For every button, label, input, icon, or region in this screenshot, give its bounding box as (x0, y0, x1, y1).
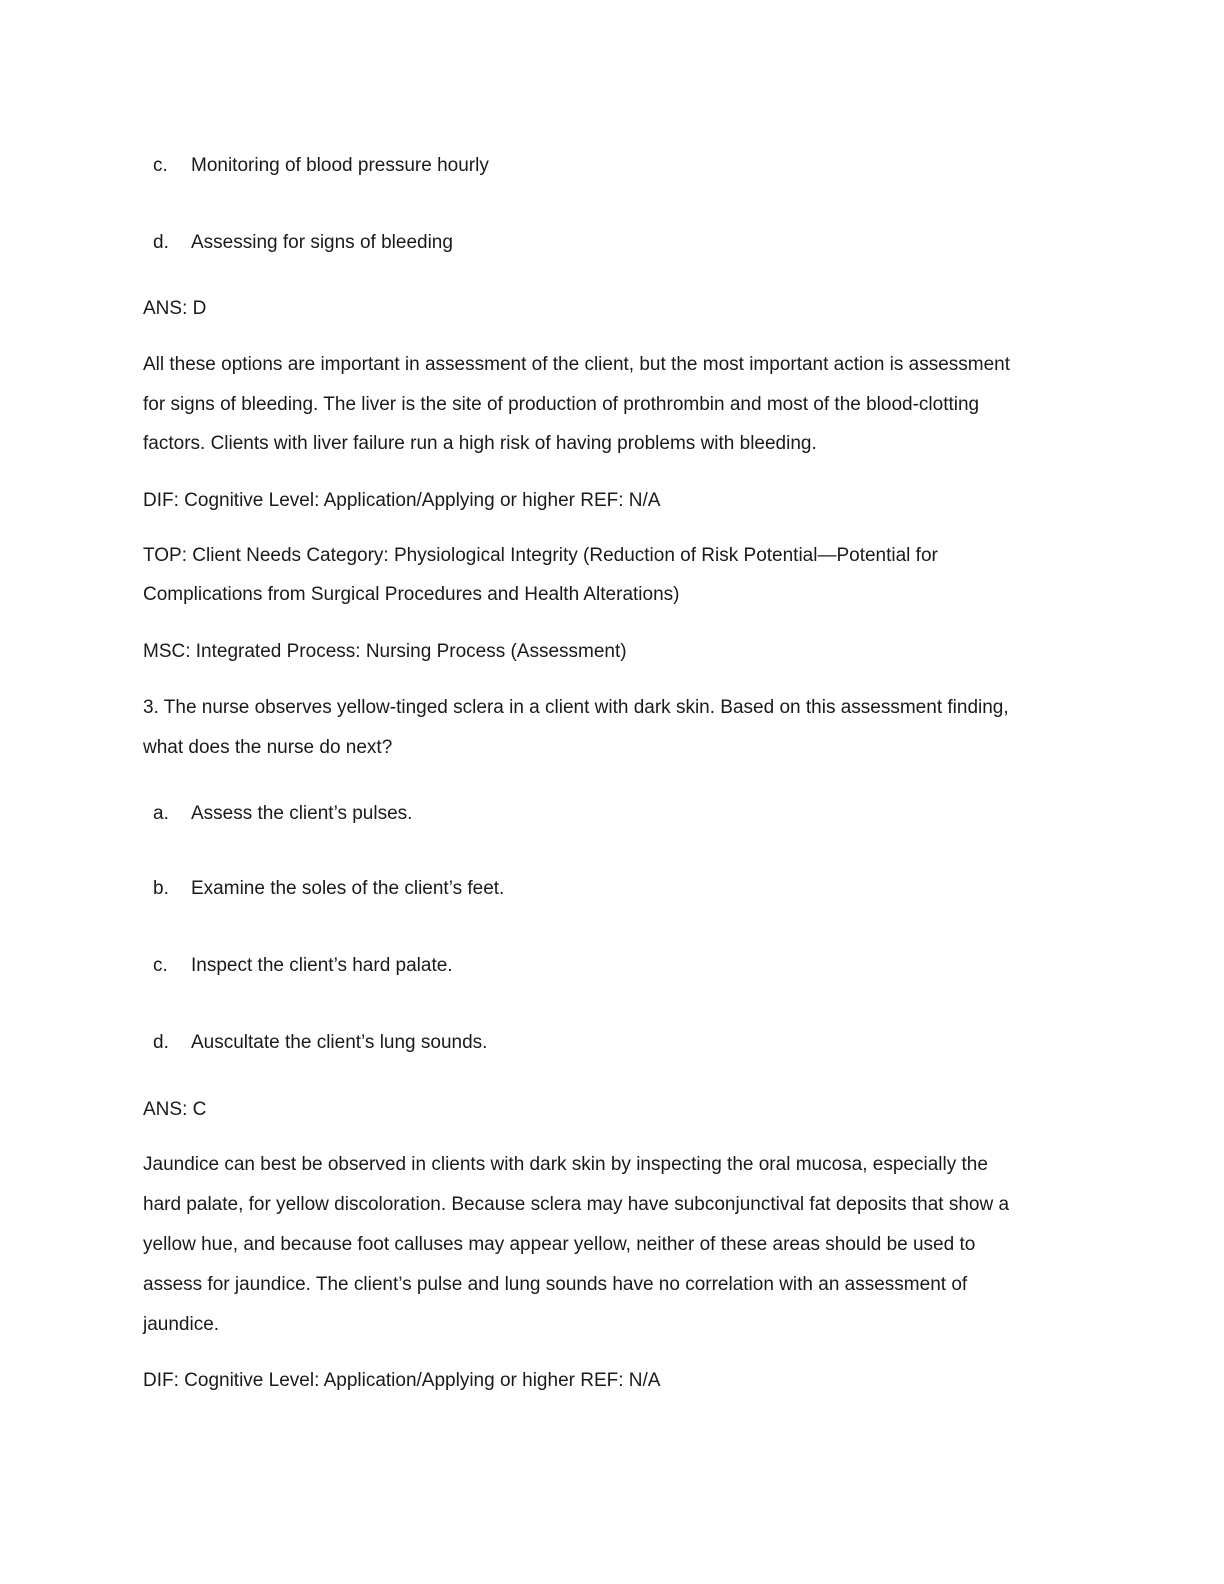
rationale-line: Jaundice can best be observed in clients with dark skin by inspecting the oral mucosa, especially the (143, 1154, 988, 1175)
top-line: Complications from Surgical Procedures and Health Alterations) (143, 584, 680, 605)
option-letter: d. (153, 1032, 169, 1053)
option-text: Auscultate the client’s lung sounds. (191, 1032, 488, 1053)
option-letter: a. (153, 803, 169, 824)
option-text: Monitoring of blood pressure hourly (191, 155, 489, 176)
option-letter: b. (153, 878, 169, 899)
option-text: Inspect the client’s hard palate. (191, 955, 453, 976)
answer-line: ANS: D (143, 298, 207, 319)
option-letter: d. (153, 232, 169, 253)
option-text: Assess the client’s pulses. (191, 803, 413, 824)
rationale-line: assess for jaundice. The client’s pulse and lung sounds have no correlation with an assessment of (143, 1274, 968, 1295)
question-line: 3. The nurse observes yellow-tinged sclera in a client with dark skin. Based on this assessment finding, (143, 697, 1009, 718)
rationale-line: jaundice. (143, 1314, 220, 1335)
rationale-line: All these options are important in assessment of the client, but the most important action is assessment (143, 354, 1011, 375)
rationale-line: for signs of bleeding. The liver is the site of production of prothrombin and most of the blood-clotting (143, 394, 980, 415)
rationale-line: yellow hue, and because foot calluses may appear yellow, neither of these areas should be used to (143, 1234, 976, 1255)
top-line: TOP: Client Needs Category: Physiological Integrity (Reduction of Risk Potential—Potential for (143, 545, 938, 566)
dif-line: DIF: Cognitive Level: Application/Applying or higher REF: N/A (143, 1370, 661, 1391)
answer-line: ANS: C (143, 1099, 207, 1120)
option-letter: c. (153, 155, 168, 176)
msc-line: MSC: Integrated Process: Nursing Process (Assessment) (143, 641, 627, 662)
dif-line: DIF: Cognitive Level: Application/Applying or higher REF: N/A (143, 490, 661, 511)
option-text: Assessing for signs of bleeding (191, 232, 453, 253)
option-letter: c. (153, 955, 168, 976)
rationale-line: hard palate, for yellow discoloration. Because sclera may have subconjunctival fat deposits that show a (143, 1194, 1010, 1215)
question-line: what does the nurse do next? (143, 737, 393, 758)
option-text: Examine the soles of the client’s feet. (191, 878, 505, 899)
rationale-line: factors. Clients with liver failure run a high risk of having problems with bleeding. (143, 433, 817, 454)
